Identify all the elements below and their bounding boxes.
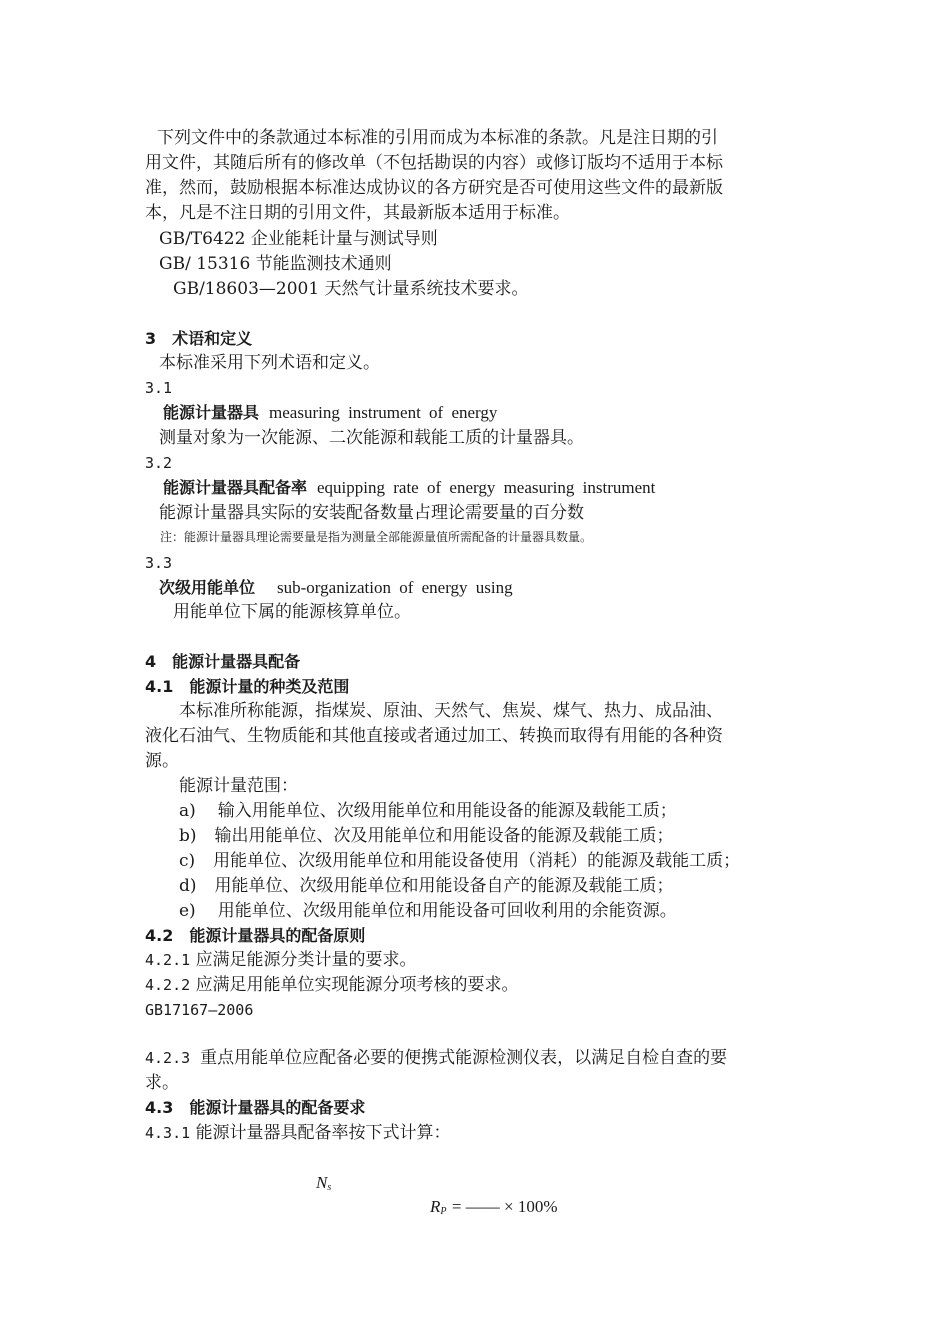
formula-numerator xyxy=(316,1171,331,1200)
refs-intro-line-1: 下列文件中的条款通过本标准的引用而成为本标准的条款。凡是注日期的引 xyxy=(157,128,718,148)
term-3-1-title xyxy=(163,401,497,425)
term-3-1-definition: 测量对象为一次能源、二次能源和载能工质的计量器具。 xyxy=(159,428,584,448)
clause-4-2-2-text: 应满足用能单位实现能源分项考核的要求。 xyxy=(195,975,519,995)
scope-item-c xyxy=(179,849,740,873)
scope-item-c-text: 用能单位、次级用能单位和用能设备使用（消耗）的能源及载能工质； xyxy=(213,851,741,871)
scope-item-b xyxy=(179,824,674,848)
clause-4-3-1 xyxy=(145,1121,451,1145)
scope-item-b-key: b) xyxy=(179,826,197,846)
scope-item-e-key: e) xyxy=(179,901,196,921)
clause-4-2-2-number: 4.2.2 xyxy=(145,976,191,994)
term-3-3-english: sub-organization of energy using xyxy=(277,578,513,597)
scope-item-d-text: 用能单位、次级用能单位和用能设备自产的能源及载能工质； xyxy=(214,876,674,896)
term-3-3-chinese: 次级用能单位 xyxy=(159,578,256,597)
term-3-1-number: 3.1 xyxy=(145,379,173,397)
metering-scope-label: 能源计量范围： xyxy=(179,776,298,796)
section-4-1-heading: 4.1 能源计量的种类及范围 xyxy=(145,677,350,696)
term-3-2-chinese: 能源计量器具配备率 xyxy=(163,478,308,497)
formula-lhs-variable: R xyxy=(430,1197,441,1216)
clause-4-2-3-text: 重点用能单位应配备必要的便携式能源检测仪表，以满足自检自查的要 xyxy=(200,1048,728,1068)
term-3-2-english: equipping rate of energy measuring instrument xyxy=(317,478,656,497)
scope-item-a-key: a) xyxy=(179,801,196,821)
term-3-3-title xyxy=(159,576,513,600)
energy-definition-line-2: 液化石油气、生物质能和其他直接或者通过加工、转换而取得有用能的各种资 xyxy=(145,726,723,746)
clause-4-2-1 xyxy=(145,948,417,972)
clause-4-2-3-number: 4.2.3 xyxy=(145,1049,191,1067)
section-4-2-heading: 4.2 能源计量器具的配备原则 xyxy=(145,926,366,945)
clause-4-3-1-text: 能源计量器具配备率按下式计算： xyxy=(195,1123,451,1143)
term-3-1-chinese: 能源计量器具 xyxy=(163,403,260,422)
clause-4-2-1-number: 4.2.1 xyxy=(145,951,191,969)
refs-intro-line-3: 准，然而，鼓励根据本标准达成协议的各方研究是否可使用这些文件的最新版 xyxy=(145,178,723,198)
section-3-intro: 本标准采用下列术语和定义。 xyxy=(159,353,380,373)
reference-3: GB/18603—2001 天然气计量系统技术要求。 xyxy=(173,279,529,299)
term-3-2-note: 注：能源计量器具理论需要量是指为测量全部能源量值所需配备的计量器具数量。 xyxy=(160,530,593,544)
formula-main xyxy=(430,1195,558,1224)
term-3-3-definition: 用能单位下属的能源核算单位。 xyxy=(173,602,411,622)
reference-2: GB/ 15316 节能监测技术通则 xyxy=(159,254,392,274)
term-3-2-number: 3.2 xyxy=(145,454,173,472)
refs-intro-line-4: 本，凡是不注日期的引用文件，其最新版本适用于标准。 xyxy=(145,203,570,223)
standard-number-mark: GB17167—2006 xyxy=(145,1001,254,1019)
section-3-heading: 3 术语和定义 xyxy=(145,329,253,348)
scope-item-c-key: c) xyxy=(179,851,196,871)
scope-item-a xyxy=(179,799,677,823)
energy-definition-line-1: 本标准所称能源，指煤炭、原油、天然气、焦炭、煤气、热力、成品油、 xyxy=(179,701,723,721)
term-3-2-title xyxy=(163,476,655,500)
clause-4-2-2 xyxy=(145,973,519,997)
section-4-heading: 4 能源计量器具配备 xyxy=(145,652,301,671)
clause-4-2-3-line-2: 求。 xyxy=(145,1073,179,1093)
section-4-3-heading: 4.3 能源计量器具的配备要求 xyxy=(145,1098,366,1117)
scope-item-d-key: d) xyxy=(179,876,197,896)
refs-intro-line-2: 用文件，其随后所有的修改单（不包括勘误的内容）或修订版均不适用于本标 xyxy=(145,153,723,173)
scope-item-a-text: 输入用能单位、次级用能单位和用能设备的能源及载能工质； xyxy=(217,801,677,821)
term-3-1-english: measuring instrument of energy xyxy=(269,403,498,422)
scope-item-e xyxy=(179,899,677,923)
scope-item-d xyxy=(179,874,674,898)
term-3-3-number: 3.3 xyxy=(145,554,173,572)
formula-numerator-subscript: s xyxy=(327,1182,332,1193)
clause-4-3-1-number: 4.3.1 xyxy=(145,1124,191,1142)
formula-lhs-subscript: P xyxy=(440,1206,447,1217)
scope-item-b-text: 输出用能单位、次及用能单位和用能设备的能源及载能工质； xyxy=(214,826,674,846)
formula-rhs: = —— × 100% xyxy=(451,1197,558,1216)
energy-definition-line-3: 源。 xyxy=(145,751,179,771)
reference-1: GB/T6422 企业能耗计量与测试导则 xyxy=(159,229,438,249)
term-3-2-definition: 能源计量器具实际的安装配备数量占理论需要量的百分数 xyxy=(159,503,584,523)
formula-numerator-variable: N xyxy=(316,1173,328,1192)
clause-4-2-3-line-1 xyxy=(145,1046,727,1070)
clause-4-2-1-text: 应满足能源分类计量的要求。 xyxy=(195,950,417,970)
scope-item-e-text: 用能单位、次级用能单位和用能设备可回收利用的余能资源。 xyxy=(217,901,677,921)
